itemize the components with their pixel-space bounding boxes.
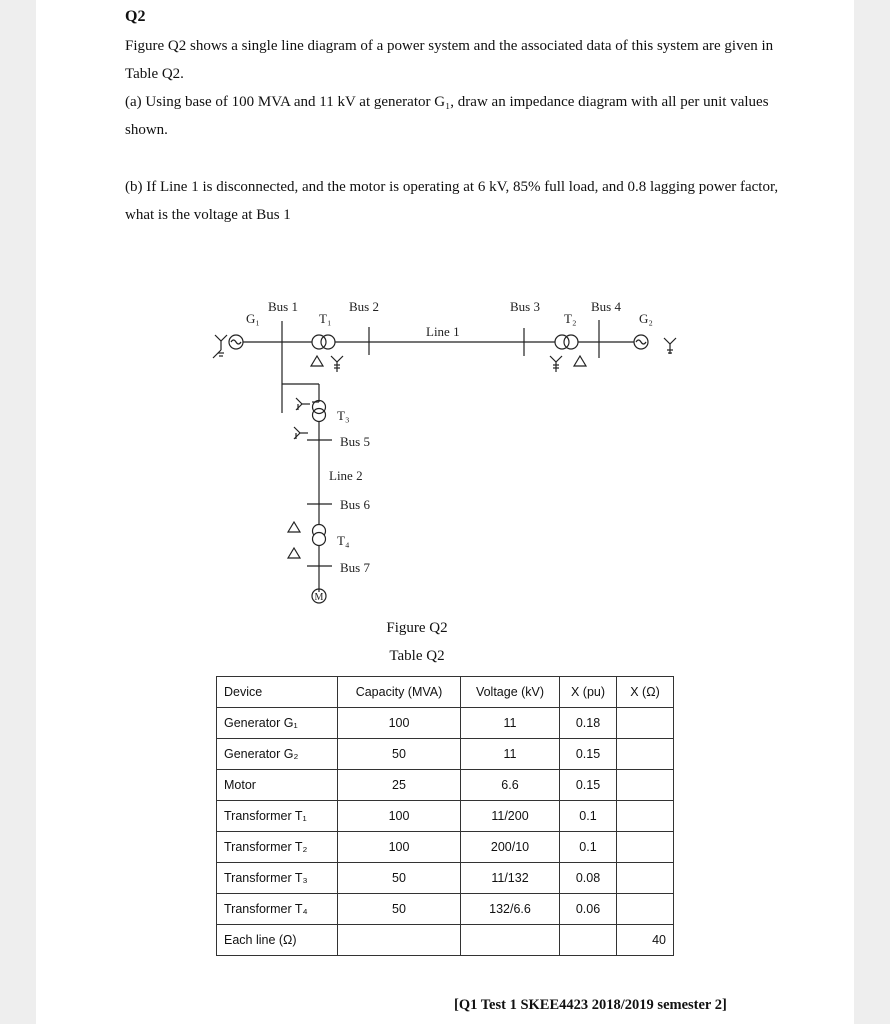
cell-capacity: 50 <box>338 894 461 925</box>
label-bus-7: Bus 7 <box>340 560 370 575</box>
part-b-paragraph: (b) If Line 1 is disconnected, and the motor is operating at 6 kV, 85% full load, and 0.8 lagging power factor, what is the voltage at Bus 1 <box>125 179 779 223</box>
cell-x-pu: 0.18 <box>560 708 617 739</box>
cell-x-ohm <box>617 770 674 801</box>
cell-capacity: 50 <box>338 739 461 770</box>
table-row <box>217 708 674 739</box>
cell-voltage: 11/132 <box>461 863 560 894</box>
document-page <box>36 0 854 1024</box>
table-row <box>217 739 674 770</box>
cell-x-pu: 0.1 <box>560 801 617 832</box>
cell-voltage <box>461 925 560 956</box>
cell-x-ohm <box>617 863 674 894</box>
cell-x-ohm <box>617 708 674 739</box>
device-table <box>216 676 674 956</box>
cell-x-pu <box>560 925 617 956</box>
cell-x-ohm <box>617 801 674 832</box>
cell-voltage: 200/10 <box>461 832 560 863</box>
cell-x-pu: 0.15 <box>560 739 617 770</box>
cell-voltage: 11 <box>461 708 560 739</box>
cell-voltage: 11 <box>461 739 560 770</box>
cell-capacity: 50 <box>338 863 461 894</box>
cell-voltage: 11/200 <box>461 801 560 832</box>
transformer-t1-symbol <box>311 335 343 372</box>
cell-x-ohm <box>617 739 674 770</box>
label-t3: T₃ <box>337 408 350 423</box>
cell-x-ohm <box>617 894 674 925</box>
label-line-1: Line 1 <box>426 324 460 339</box>
single-line-diagram <box>36 0 854 610</box>
label-t1: T₁ <box>319 311 332 326</box>
label-bus-3: Bus 3 <box>510 299 540 314</box>
cell-capacity <box>338 925 461 956</box>
label-bus-1: Bus 1 <box>268 299 298 314</box>
cell-capacity: 100 <box>338 708 461 739</box>
transformer-t3-symbol <box>294 398 326 439</box>
table-row <box>217 832 674 863</box>
cell-x-ohm: 40 <box>617 925 674 956</box>
cell-x-ohm <box>617 832 674 863</box>
label-t4: T₄ <box>337 533 350 548</box>
table-row <box>217 894 674 925</box>
header-capacity: Capacity (MVA) <box>338 677 461 708</box>
table-row <box>217 801 674 832</box>
header-voltage: Voltage (kV) <box>461 677 560 708</box>
cell-x-pu: 0.15 <box>560 770 617 801</box>
cell-voltage: 6.6 <box>461 770 560 801</box>
label-bus-6: Bus 6 <box>340 497 370 512</box>
generator-g2-symbol <box>634 335 676 354</box>
cell-x-pu: 0.1 <box>560 832 617 863</box>
cell-x-pu: 0.08 <box>560 863 617 894</box>
label-bus-2: Bus 2 <box>349 299 379 314</box>
cell-capacity: 25 <box>338 770 461 801</box>
label-g2: G₂ <box>639 311 653 326</box>
label-t2: T₂ <box>564 311 577 326</box>
header-x-ohm: X (Ω) <box>617 677 674 708</box>
question-title: Q2 <box>125 8 146 25</box>
header-x-pu: X (pu) <box>560 677 617 708</box>
cell-device: Transformer T₂ <box>217 832 338 863</box>
cell-device: Transformer T₁ <box>217 801 338 832</box>
cell-voltage: 132/6.6 <box>461 894 560 925</box>
cell-device: Transformer T₃ <box>217 863 338 894</box>
transformer-t2-symbol <box>550 335 586 372</box>
cell-device: Generator G₁ <box>217 708 338 739</box>
cell-device: Motor <box>217 770 338 801</box>
figure-caption: Figure Q2 <box>386 620 448 636</box>
table-row <box>217 863 674 894</box>
cell-device: Generator G₂ <box>217 739 338 770</box>
cell-device: Each line (Ω) <box>217 925 338 956</box>
table-row <box>217 770 674 801</box>
label-g1: G₁ <box>246 311 260 326</box>
footer-reference: [Q1 Test 1 SKEE4423 2018/2019 semester 2] <box>454 997 727 1013</box>
cell-x-pu: 0.06 <box>560 894 617 925</box>
table-caption: Table Q2 <box>389 648 445 664</box>
label-line-2: Line 2 <box>329 468 363 483</box>
intro-paragraph: Figure Q2 shows a single line diagram of a power system and the associated data of this system are given in Table Q2. <box>125 38 774 82</box>
generator-g1-symbol <box>213 335 282 358</box>
label-bus-5: Bus 5 <box>340 434 370 449</box>
cell-capacity: 100 <box>338 832 461 863</box>
cell-capacity: 100 <box>338 801 461 832</box>
part-a-paragraph: (a) Using base of 100 MVA and 11 kV at generator G₁, draw an impedance diagram with all per unit values shown. <box>125 94 769 138</box>
transformer-t4-symbol <box>288 522 326 558</box>
header-device: Device <box>217 677 338 708</box>
table-row <box>217 925 674 956</box>
table-header-row <box>217 677 674 708</box>
label-motor: M <box>314 592 324 603</box>
cell-device: Transformer T₄ <box>217 894 338 925</box>
label-bus-4: Bus 4 <box>591 299 621 314</box>
